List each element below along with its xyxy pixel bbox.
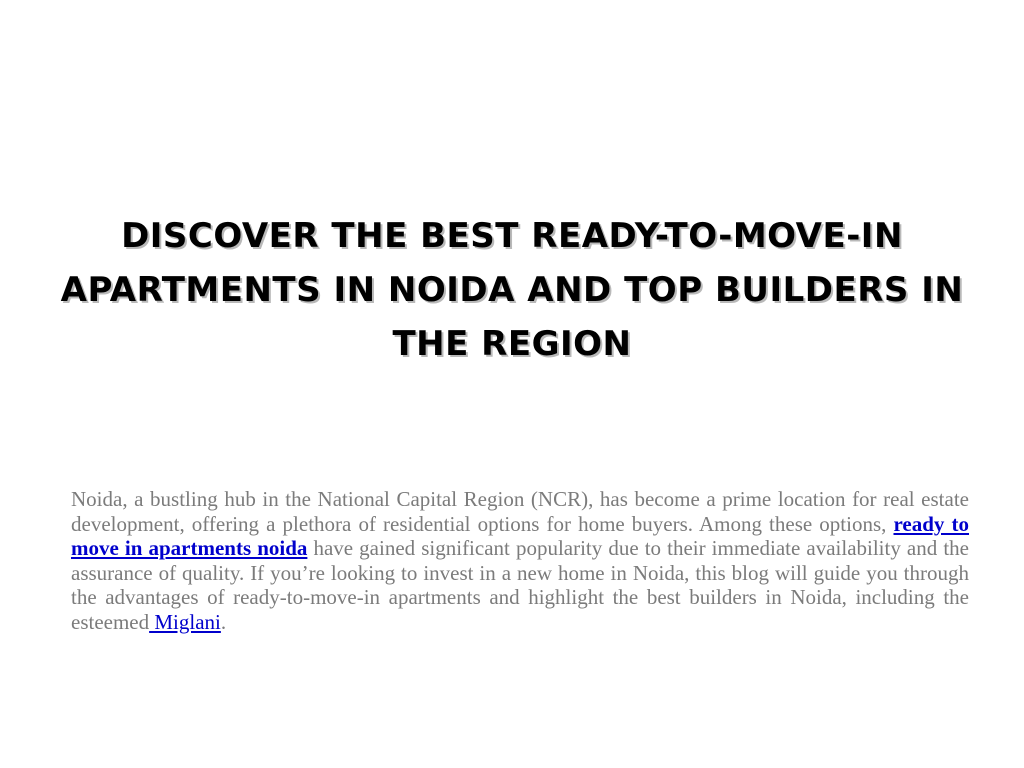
title-line-1: DISCOVER THE BEST READY-TO-MOVE-IN — [121, 215, 903, 256]
page-title — [20, 209, 1004, 371]
body-text-end: . — [220, 609, 227, 634]
miglani-link[interactable]: Miglani — [149, 609, 221, 634]
body-paragraph — [71, 487, 969, 634]
body-text-middle: have gained significant popularity due to their immediate availability and the assurance of quality. If you’re looking to invest in a new home in Noida, this blog will guide you through the advantages of ready-to-move-in apartments and highlight the best builders in Noida, including the esteemed — [71, 536, 969, 634]
title-line-2: APARTMENTS IN NOIDA AND TOP BUILDERS IN — [60, 269, 964, 310]
ready-to-move-link[interactable]: ready to move in apartments noida — [71, 511, 970, 560]
title-line-3: THE REGION — [392, 323, 632, 364]
body-text-intro: Noida, a bustling hub in the National Capital Region (NCR), has become a prime location for real estate development, offering a plethora of residential options for home buyers. Among these options, — [71, 487, 969, 536]
